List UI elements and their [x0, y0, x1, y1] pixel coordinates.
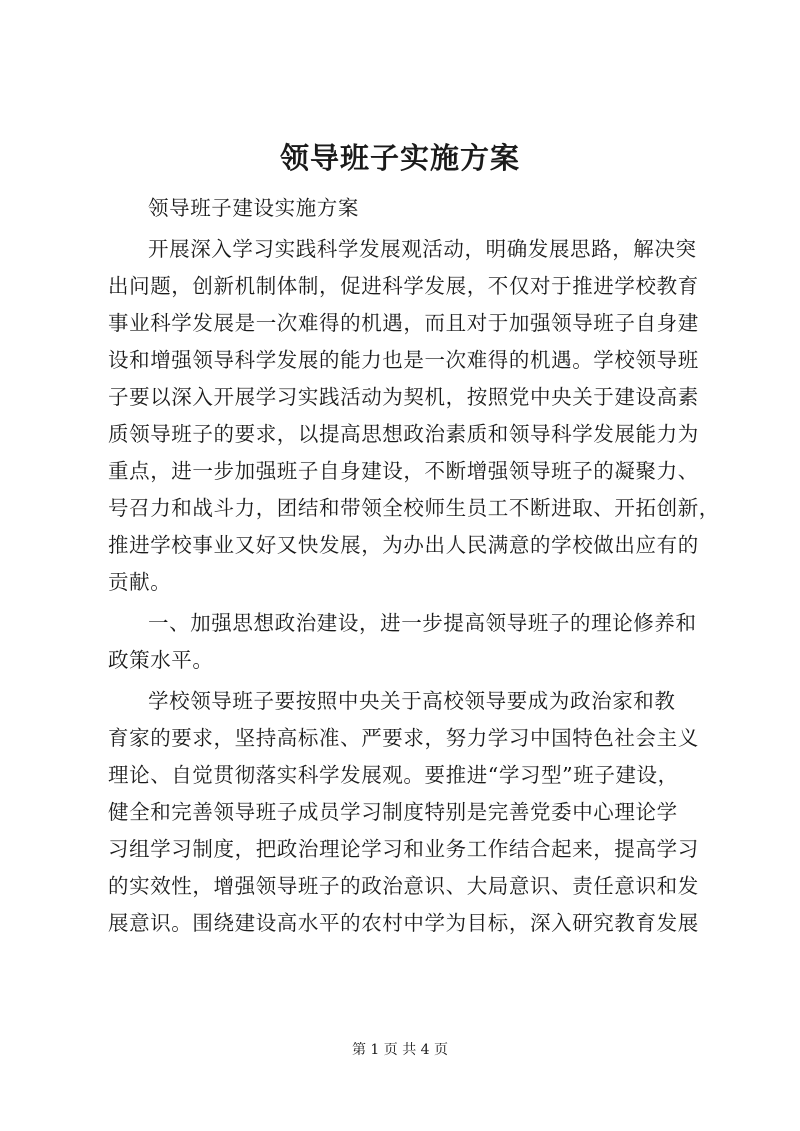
paragraph-line: 推进学校事业又好又快发展，为办出人民满意的学校做出应有的 — [108, 533, 699, 557]
paragraph-line: 理论、自觉贯彻落实科学发展观。要推进“学习型”班子建设， — [108, 763, 679, 787]
paragraph-line: 育家的要求，坚持高标准、严要求，努力学习中国特色社会主义 — [108, 726, 699, 750]
paragraph-line: 展意识。围绕建设高水平的农村中学为目标，深入研究教育发展 — [108, 911, 699, 935]
paragraph-line: 健全和完善领导班子成员学习制度特别是完善党委中心理论学 — [108, 800, 678, 824]
paragraph-line: 质领导班子的要求，以提高思想政治素质和领导科学发展能力为 — [108, 422, 699, 446]
paragraph-line: 重点，进一步加强班子自身建设，不断增强领导班子的凝聚力、 — [108, 459, 699, 483]
paragraph-line: 的实效性，增强领导班子的政治意识、大局意识、责任意识和发 — [108, 874, 699, 898]
paragraph-line: 贡献。 — [108, 570, 172, 594]
paragraph-line: 出问题，创新机制体制，促进科学发展，不仅对于推进学校教育 — [108, 274, 699, 298]
paragraph-line: 学校领导班子要按照中央关于高校领导要成为政治家和教 — [148, 689, 676, 713]
document-title: 领导班子实施方案 — [279, 141, 520, 175]
page-number: 第 1 页 共 4 页 — [351, 1042, 449, 1058]
paragraph-line: 习组学习制度，把政治理论学习和业务工作结合起来，提高学习 — [108, 837, 699, 861]
paragraph-line: 设和增强领导科学发展的能力也是一次难得的机遇。学校领导班 — [108, 348, 699, 372]
paragraph-line: 子要以深入开展学习实践活动为契机，按照党中央关于建设高素 — [108, 385, 699, 409]
paragraph-line: 事业科学发展是一次难得的机遇，而且对于加强领导班子自身建 — [108, 311, 699, 335]
paragraph-line: 开展深入学习实践科学发展观活动，明确发展思路，解决突 — [148, 237, 697, 261]
section-heading-line: 一、加强思想政治建设，进一步提高领导班子的理论修养和 — [148, 611, 697, 635]
section-heading-line: 政策水平。 — [108, 648, 214, 672]
paragraph-line: 号召力和战斗力，团结和带领全校师生员工不断进取、开拓创新， — [108, 496, 720, 520]
document-subtitle: 领导班子建设实施方案 — [148, 196, 359, 220]
